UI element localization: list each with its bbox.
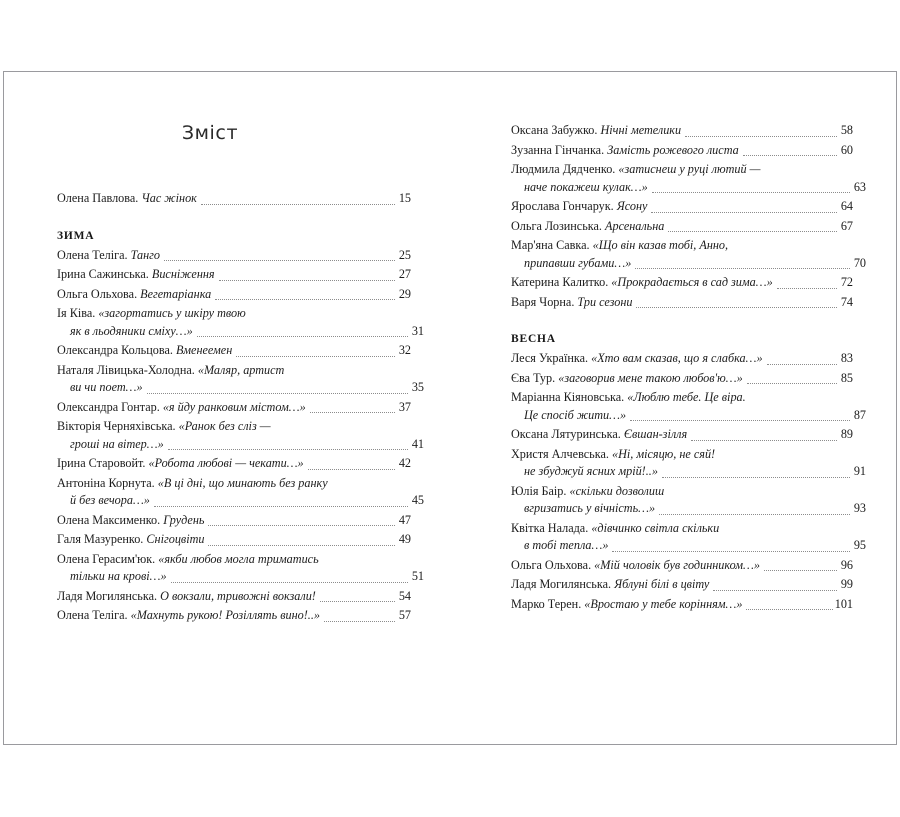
toc-entry-line-continued — [57, 323, 424, 341]
toc-entry-author: Олена Теліга. — [57, 608, 131, 622]
toc-dot-leader — [691, 439, 837, 441]
toc-entry-line — [511, 520, 853, 538]
toc-entry-line — [511, 161, 853, 179]
toc-dot-leader — [630, 419, 850, 421]
toc-entry-work-title: «Робота любові — чекати…» — [148, 456, 304, 470]
toc-page-number: 42 — [398, 456, 411, 470]
toc-entry[interactable] — [57, 305, 424, 340]
toc-page-number: 99 — [840, 577, 853, 591]
toc-dot-leader — [743, 154, 837, 156]
toc-entry-author: Ірина Старовойт. — [57, 456, 149, 470]
toc-page-number: 51 — [411, 569, 424, 583]
toc-entry-text — [524, 537, 608, 555]
toc-entry[interactable] — [511, 142, 853, 160]
toc-entry-work-title: наче покажеш кулак…» — [524, 179, 648, 194]
toc-dot-leader — [668, 230, 837, 232]
toc-entry-text — [511, 198, 647, 216]
toc-entry-line — [57, 512, 411, 530]
toc-entry-work-title: Снігоцвіти — [146, 532, 205, 546]
toc-entry-work-title: «якби любов могла триматись — [158, 551, 319, 566]
toc-entry-work-title: Три сезони — [577, 294, 633, 309]
toc-entry[interactable] — [511, 520, 866, 555]
toc-entry[interactable] — [511, 294, 853, 312]
toc-entry-text — [57, 588, 316, 606]
toc-entry-author: Зузанна Гінчанка. — [511, 142, 608, 157]
toc-entry-text — [57, 399, 306, 417]
toc-entry-line — [511, 426, 853, 444]
toc-entry-author: Наталя Лівицька-Холодна. — [57, 362, 198, 377]
toc-page-number: 91 — [853, 464, 866, 478]
toc-entry-work-title: Грудень — [163, 512, 205, 527]
toc-page-number: 60 — [840, 142, 853, 157]
toc-entry-text — [57, 266, 215, 284]
toc-page-number: 95 — [853, 538, 866, 552]
toc-entry-text — [57, 512, 204, 530]
toc-entry-line — [57, 399, 411, 417]
toc-entry[interactable] — [511, 122, 853, 140]
toc-entry-line — [57, 418, 411, 436]
toc-entry-work-title: гроші на вітер…» — [70, 436, 164, 451]
toc-dot-leader — [685, 135, 837, 137]
toc-page-number: 70 — [853, 255, 866, 270]
toc-entry[interactable] — [511, 350, 853, 368]
toc-entry[interactable] — [511, 557, 853, 575]
toc-entry-work-title: Танго — [130, 247, 160, 262]
toc-entry-work-title: Це спосіб жити…» — [524, 407, 627, 422]
toc-entry[interactable] — [511, 596, 853, 614]
toc-entry-text — [70, 323, 193, 341]
toc-entry-text — [524, 463, 658, 481]
toc-entry-line — [57, 531, 411, 549]
toc-entry-text — [511, 596, 742, 614]
toc-entry-work-title: не збуджуй ясних мрій!..» — [524, 464, 658, 478]
toc-entry-work-title: О вокзали, тривожні вокзали! — [160, 588, 316, 603]
toc-entry-text — [70, 492, 150, 510]
toc-entry-text — [57, 455, 304, 473]
toc-entry-work-title: «Прокрадається в сад зима…» — [611, 275, 773, 289]
toc-entry-line-continued — [57, 436, 424, 454]
toc-page-number: 101 — [834, 596, 853, 611]
toc-entry-text — [511, 142, 739, 160]
toc-entry[interactable] — [57, 418, 424, 453]
toc-entry-text — [511, 483, 664, 501]
toc-dot-leader — [767, 363, 837, 365]
right-page — [451, 72, 898, 744]
toc-entry[interactable] — [57, 607, 411, 625]
toc-page-number: 25 — [398, 247, 411, 262]
toc-entry-text — [70, 379, 143, 397]
toc-entry-line-continued — [57, 379, 424, 397]
toc-entry-author: Єва Тур. — [511, 370, 559, 385]
toc-entry-text — [511, 274, 773, 292]
toc-dot-leader — [777, 287, 837, 289]
toc-page-number: 45 — [411, 493, 424, 507]
toc-entry-work-title: «Вростаю у тебе корінням…» — [584, 596, 743, 611]
toc-entry-work-title: «Ранок без сліз — — [178, 419, 271, 433]
toc-entry-work-title: Арсенальна — [605, 218, 665, 233]
toc-entry[interactable] — [57, 362, 424, 397]
toc-page-number: 27 — [398, 267, 411, 281]
toc-entry-work-title: Нічні метелики — [600, 123, 682, 137]
toc-continued-entries — [511, 122, 866, 311]
toc-entry-text — [511, 520, 719, 538]
toc-page-number: 63 — [853, 179, 866, 194]
toc-entry-line — [511, 483, 853, 501]
toc-entry[interactable] — [511, 446, 866, 481]
toc-entry-line — [511, 218, 853, 236]
toc-entry-text — [524, 500, 655, 518]
toc-entry-text — [524, 255, 631, 273]
toc-dot-leader — [764, 569, 837, 571]
toc-dot-leader — [612, 550, 850, 552]
toc-dot-leader — [310, 411, 395, 413]
toc-entry-work-title: в тобі тепла…» — [524, 538, 609, 552]
toc-dot-leader — [168, 448, 408, 450]
toc-entry-work-title: Висніження — [151, 267, 215, 281]
toc-entry-work-title: «я йду ранковим містом…» — [162, 399, 306, 414]
toc-entry-author: Ладя Могилянська. — [57, 588, 161, 603]
toc-entry-line — [511, 370, 853, 388]
toc-entry-author: Ярослава Гончарук. — [511, 199, 617, 213]
toc-entry-work-title: «загортатись у шкіру твою — [98, 306, 246, 320]
toc-dot-leader — [320, 600, 395, 602]
toc-entry-text — [511, 426, 687, 444]
toc-entry-line — [57, 286, 411, 304]
toc-entry-author: Ія Ківа. — [57, 306, 99, 320]
toc-entry[interactable] — [57, 247, 411, 265]
toc-entry-line — [511, 446, 853, 464]
toc-entry-author: Ладя Могилянська. — [511, 577, 615, 591]
toc-dot-leader — [662, 476, 850, 478]
toc-entry-line — [57, 588, 411, 606]
toc-entry-text — [70, 436, 164, 454]
toc-entry-work-title: «Мій чоловік був годинником…» — [594, 557, 760, 572]
toc-entry-author: Людмила Дядченко. — [511, 162, 619, 176]
toc-entry-author: Оксана Забужко. — [511, 123, 601, 137]
toc-dot-leader — [635, 267, 850, 269]
toc-entry[interactable] — [57, 588, 411, 606]
toc-entry-line — [511, 350, 853, 368]
toc-entry[interactable] — [511, 161, 866, 196]
toc-page-number: 35 — [411, 380, 424, 394]
toc-entry-work-title: «дівчинко світла скільки — [591, 520, 720, 535]
toc-entry-line — [511, 576, 853, 594]
toc-entry-author: Вікторія Черняхівська. — [57, 419, 179, 433]
toc-entry-work-title: «Хто вам сказав, що я слабка…» — [591, 351, 763, 365]
toc-entry-work-title: Євшан-зілля — [623, 427, 688, 441]
toc-entry[interactable] — [57, 531, 411, 549]
toc-entry-text — [511, 370, 743, 388]
toc-entry-line — [57, 266, 411, 284]
toc-entry[interactable] — [57, 190, 411, 208]
toc-entry-line — [511, 198, 853, 216]
toc-dot-leader — [308, 468, 395, 470]
toc-page-number: 32 — [398, 343, 411, 357]
toc-entry-author: Ольга Лозинська. — [511, 218, 606, 233]
toc-page-number: 54 — [398, 588, 411, 603]
toc-entry-text — [511, 576, 709, 594]
toc-entry-work-title: «В ці дні, що минають без ранку — [157, 475, 328, 490]
toc-entry[interactable] — [511, 426, 853, 444]
toc-entry-work-title: Замість рожевого листа — [607, 142, 739, 157]
toc-entry-text — [511, 218, 664, 236]
toc-entry-line — [511, 596, 853, 614]
toc-entry[interactable] — [511, 483, 866, 518]
toc-page-number: 15 — [398, 191, 411, 205]
toc-section-heading: ВЕСНА — [511, 333, 556, 345]
toc-page-number: 31 — [411, 323, 424, 338]
toc-entry[interactable] — [511, 274, 853, 292]
toc-entry[interactable] — [57, 551, 424, 586]
toc-entry-author: Олена Максименко. — [57, 512, 164, 527]
toc-dot-leader — [651, 211, 837, 213]
toc-dot-leader — [197, 335, 408, 337]
toc-page-number: 49 — [398, 532, 411, 546]
toc-entry-text — [57, 286, 211, 304]
toc-entry[interactable] — [511, 389, 866, 424]
page-title: Зміст — [181, 122, 239, 144]
toc-dot-leader — [201, 203, 395, 205]
toc-entry-author: Олександра Гонтар. — [57, 399, 163, 414]
toc-entry-author: Катерина Калитко. — [511, 275, 612, 289]
toc-entry-author: Ірина Сажинська. — [57, 267, 152, 281]
book-spread — [3, 71, 897, 745]
toc-entry-author: Галя Мазуренко. — [57, 532, 147, 546]
toc-entry-work-title: Вегетаріанка — [140, 286, 212, 301]
toc-entry-text — [511, 350, 763, 368]
toc-entry-text — [524, 179, 648, 197]
toc-entry-line-continued — [511, 407, 866, 425]
toc-page-number: 93 — [853, 501, 866, 515]
toc-entry-line — [57, 362, 411, 380]
toc-entry-text — [57, 305, 246, 323]
toc-entry[interactable] — [57, 475, 424, 510]
toc-entry-author: Олена Теліга. — [57, 247, 131, 262]
toc-entry-text — [511, 557, 760, 575]
toc-entry-work-title: «затиснеш у руці лютий — — [618, 162, 761, 176]
toc-entry-line — [57, 455, 411, 473]
toc-entry-text — [57, 190, 197, 208]
toc-page-number: 74 — [840, 294, 853, 309]
toc-entry[interactable] — [57, 342, 411, 360]
toc-entry[interactable] — [57, 266, 411, 284]
toc-entry-work-title: «Маляр, артист — [197, 362, 285, 377]
toc-entry-line — [57, 247, 411, 265]
toc-entry-line — [57, 305, 411, 323]
toc-entry-text — [511, 294, 632, 312]
toc-entry[interactable] — [511, 370, 853, 388]
toc-page-number: 96 — [840, 557, 853, 572]
toc-page-number: 85 — [840, 370, 853, 385]
toc-entry-text — [524, 407, 626, 425]
toc-entry-work-title: Час жінок — [141, 191, 197, 205]
toc-entry-text — [57, 531, 204, 549]
toc-page-number: 67 — [840, 218, 853, 233]
toc-entry-line — [57, 190, 411, 208]
toc-page-number: 87 — [853, 407, 866, 422]
toc-entry-author: Олена Герасим'юк. — [57, 551, 159, 566]
toc-entry-line — [511, 294, 853, 312]
toc-page-number: 57 — [398, 608, 411, 622]
toc-entry-text — [57, 475, 328, 493]
toc-entry-author: Юлія Баір. — [511, 483, 570, 498]
toc-entry-work-title: припавши губами…» — [524, 255, 632, 270]
toc-page-number: 47 — [398, 512, 411, 527]
toc-page-number: 58 — [840, 123, 853, 137]
toc-entry-line — [57, 607, 411, 625]
toc-entry-line-continued — [511, 179, 866, 197]
toc-entry-author: Олександра Кольцова. — [57, 343, 176, 357]
toc-entry-text — [511, 122, 681, 140]
toc-page-number: 37 — [398, 399, 411, 414]
toc-dot-leader — [164, 259, 395, 261]
toc-entry-author: Христя Алчевська. — [511, 446, 612, 461]
toc-entry-line — [511, 557, 853, 575]
toc-entry-author: Марко Терен. — [511, 596, 585, 611]
toc-entry-text — [57, 551, 319, 569]
toc-dot-leader — [659, 513, 850, 515]
toc-entry[interactable] — [511, 198, 853, 216]
toc-entry-text — [511, 161, 760, 179]
toc-entry-line — [511, 142, 853, 160]
toc-entry-work-title: «Люблю тебе. Це віра. — [627, 390, 746, 404]
toc-page-number: 89 — [840, 427, 853, 441]
toc-entry-work-title: «скільки дозволиш — [569, 483, 665, 498]
toc-entry-work-title: як в льодяники сміху…» — [70, 323, 193, 338]
toc-sections-left — [57, 229, 424, 625]
left-page — [4, 72, 451, 744]
toc-dot-leader — [236, 355, 395, 357]
toc-entry-author: Варя Чорна. — [511, 294, 578, 309]
toc-entry-line — [511, 237, 853, 255]
toc-entry-work-title: тільки на крові…» — [70, 569, 167, 583]
toc-entry-line — [511, 274, 853, 292]
toc-dot-leader — [636, 306, 837, 308]
toc-entry-line — [57, 475, 411, 493]
toc-entry-work-title: «Що він казав тобі, Анно, — [592, 238, 729, 252]
toc-entry[interactable] — [511, 218, 853, 236]
toc-entry-work-title: «заговорив мене такою любов'ю…» — [558, 370, 743, 385]
toc-section-heading: ЗИМА — [57, 229, 95, 242]
toc-entry-text — [70, 568, 167, 586]
toc-entry-work-title: Ясону — [616, 199, 648, 213]
toc-entry[interactable] — [57, 512, 411, 530]
toc-entry-author: Ольга Ольхова. — [511, 557, 595, 572]
toc-dot-leader — [652, 191, 850, 193]
toc-entry-work-title: ви чи поет…» — [70, 380, 143, 394]
toc-page-number: 64 — [840, 199, 853, 213]
toc-entry-work-title: «Ні, місяцю, не сяй! — [611, 446, 716, 461]
toc-dot-leader — [154, 505, 408, 507]
toc-entry-line-continued — [511, 500, 866, 518]
toc-entry-line-continued — [511, 255, 866, 273]
toc-page-number: 29 — [398, 286, 411, 301]
toc-dot-leader — [208, 544, 395, 546]
toc-entry[interactable] — [57, 286, 411, 304]
toc-dot-leader — [747, 382, 837, 384]
toc-entry-line — [57, 551, 411, 569]
toc-entry-line — [57, 342, 411, 360]
toc-entry-work-title: й без вечора…» — [70, 493, 150, 507]
toc-entry-text — [57, 342, 232, 360]
toc-entry-work-title: Вменеемен — [175, 343, 233, 357]
toc-entry-text — [57, 362, 284, 380]
toc-entry-line-continued — [57, 492, 424, 510]
toc-entry-author: Квітка Налада. — [511, 520, 592, 535]
toc-dot-leader — [219, 279, 395, 281]
toc-entry-author: Леся Українка. — [511, 351, 592, 365]
toc-dot-leader — [171, 581, 408, 583]
toc-entry-author: Олена Павлова. — [57, 191, 142, 205]
toc-entry-line — [511, 389, 853, 407]
toc-entry[interactable] — [511, 237, 866, 272]
toc-page-number: 72 — [840, 275, 853, 289]
toc-entry-work-title: вгризатись у вічність…» — [524, 501, 656, 515]
toc-entry-text — [511, 446, 715, 464]
toc-entry-line-continued — [511, 463, 866, 481]
toc-entry-text — [57, 418, 271, 436]
toc-entry-work-title: «Махнуть рукою! Розіллять вино!..» — [130, 608, 320, 622]
toc-intro-entries — [57, 190, 411, 208]
toc-dot-leader — [208, 524, 395, 526]
toc-entry-text — [511, 389, 746, 407]
toc-entry-author: Мар'яна Савка. — [511, 238, 593, 252]
toc-sections-right — [511, 333, 866, 613]
toc-entry[interactable] — [511, 576, 853, 594]
toc-dot-leader — [147, 392, 408, 394]
toc-entry-line-continued — [57, 568, 424, 586]
toc-dot-leader — [746, 608, 832, 610]
toc-entry[interactable] — [57, 399, 411, 417]
toc-dot-leader — [215, 298, 395, 300]
toc-entry-work-title: Яблуні білі в цвіту — [614, 577, 710, 591]
toc-dot-leader — [324, 620, 395, 622]
toc-entry-text — [511, 237, 728, 255]
toc-page-number: 83 — [840, 351, 853, 365]
toc-entry-author: Маріанна Кіяновська. — [511, 390, 628, 404]
toc-entry-author: Оксана Лятуринська. — [511, 427, 624, 441]
toc-entry-line-continued — [511, 537, 866, 555]
toc-entry-line — [511, 122, 853, 140]
toc-entry-author: Антоніна Корнута. — [57, 475, 158, 490]
toc-entry-text — [57, 607, 320, 625]
toc-page-number: 41 — [411, 436, 424, 451]
toc-entry-text — [57, 247, 160, 265]
toc-entry-author: Ольга Ольхова. — [57, 286, 141, 301]
toc-dot-leader — [713, 589, 837, 591]
toc-entry[interactable] — [57, 455, 411, 473]
